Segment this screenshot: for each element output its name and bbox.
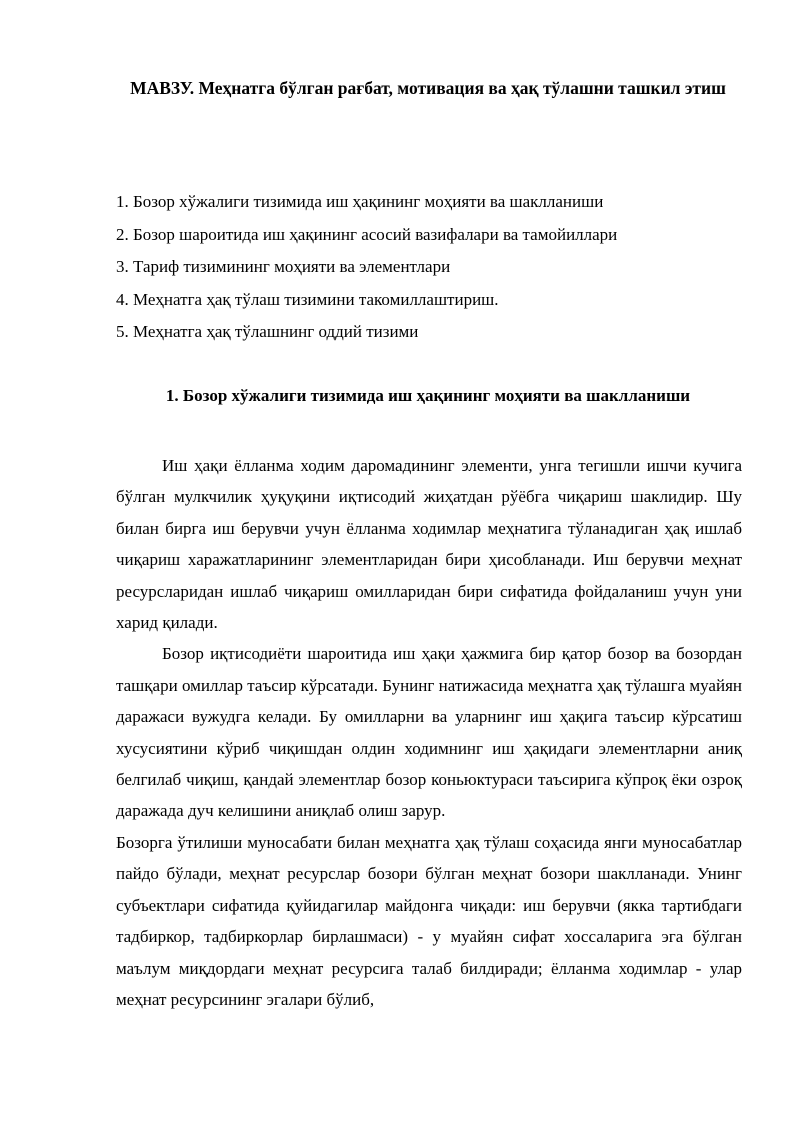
section-heading: 1. Бозор хўжалиги тизимида иш ҳақининг моҳияти ва шаклланиши <box>165 386 691 405</box>
body-text <box>116 450 742 1015</box>
paragraph: Бозор иқтисодиёти шароитида иш ҳақи ҳажмига бир қатор бозор ва бозордан ташқари омиллар таъсир кўрсатади. Бунинг натижасида меҳнатга ҳақ тўлашга муайян даражаси вужудга келади. Бу омилларни ва уларнинг иш ҳақига таъсир кўрсатиш хусусиятини кўриб чиқишдан олдин ходимнинг иш ҳақидаги элементларни аниқ белгилаб чиқиш, қандай элементлар бозор коньюктураси таъсирига кўпроқ ёки озроқ даражада дуч келишини аниқлаб олиш зарур. <box>116 644 742 821</box>
table-of-contents <box>116 186 756 349</box>
toc-item: 2. Бозор шароитида иш ҳақининг асосий вазифалари ва тамойиллари <box>116 224 618 244</box>
toc-item: 1. Бозор хўжалиги тизимида иш ҳақининг моҳияти ва шаклланиши <box>116 192 604 211</box>
paragraph: Бозорга ўтилиши муносабати билан меҳнатга ҳақ тўлаш соҳасида янги муносабатлар пайдо бўлади, меҳнат ресурслар бозори бўлган меҳнат бозори шаклланади. Унинг субъектлари сифатида қуйидагилар майдонга чиқади: иш берувчи (якка тартибдаги тадбиркор, тадбиркорлар бирлашмаси) - у муайян сифат хоссаларига эга бўлган маълум миқдордаги меҳнат ресурсига талаб билдиради; ёлланма ходимлар - улар меҳнат ресурсининг эгалари бўлиб, <box>116 832 742 1009</box>
paragraph: Иш ҳақи ёлланма ходим даромадининг элементи, унга тегишли ишчи кучига бўлган мулкчилик ҳуқуқини иқтисодий жиҳатдан рўёбга чиқариш шаклидир. Шу билан бирга иш берувчи учун ёлланма ходимлар меҳнатига тўланадиган ҳақ ишлаб чиқариш харажатларининг элементларидан бири ҳисобланади. Иш берувчи меҳнат ресурсларидан ишлаб чиқариш омилларидан бири сифатида фойдаланиш учун уни харид қилади. <box>116 456 742 633</box>
toc-item: 3. Тариф тизимининг моҳияти ва элементлари <box>116 257 451 276</box>
toc-item: 4. Меҳнатга ҳақ тўлаш тизимини такомиллаштириш. <box>116 289 499 309</box>
document-title: МАВЗУ. Меҳнатга бўлган рағбат, мотивация ва ҳақ тўлашни ташкил этиш <box>130 78 726 98</box>
toc-item: 5. Меҳнатга ҳақ тўлашнинг оддий тизими <box>116 322 419 341</box>
